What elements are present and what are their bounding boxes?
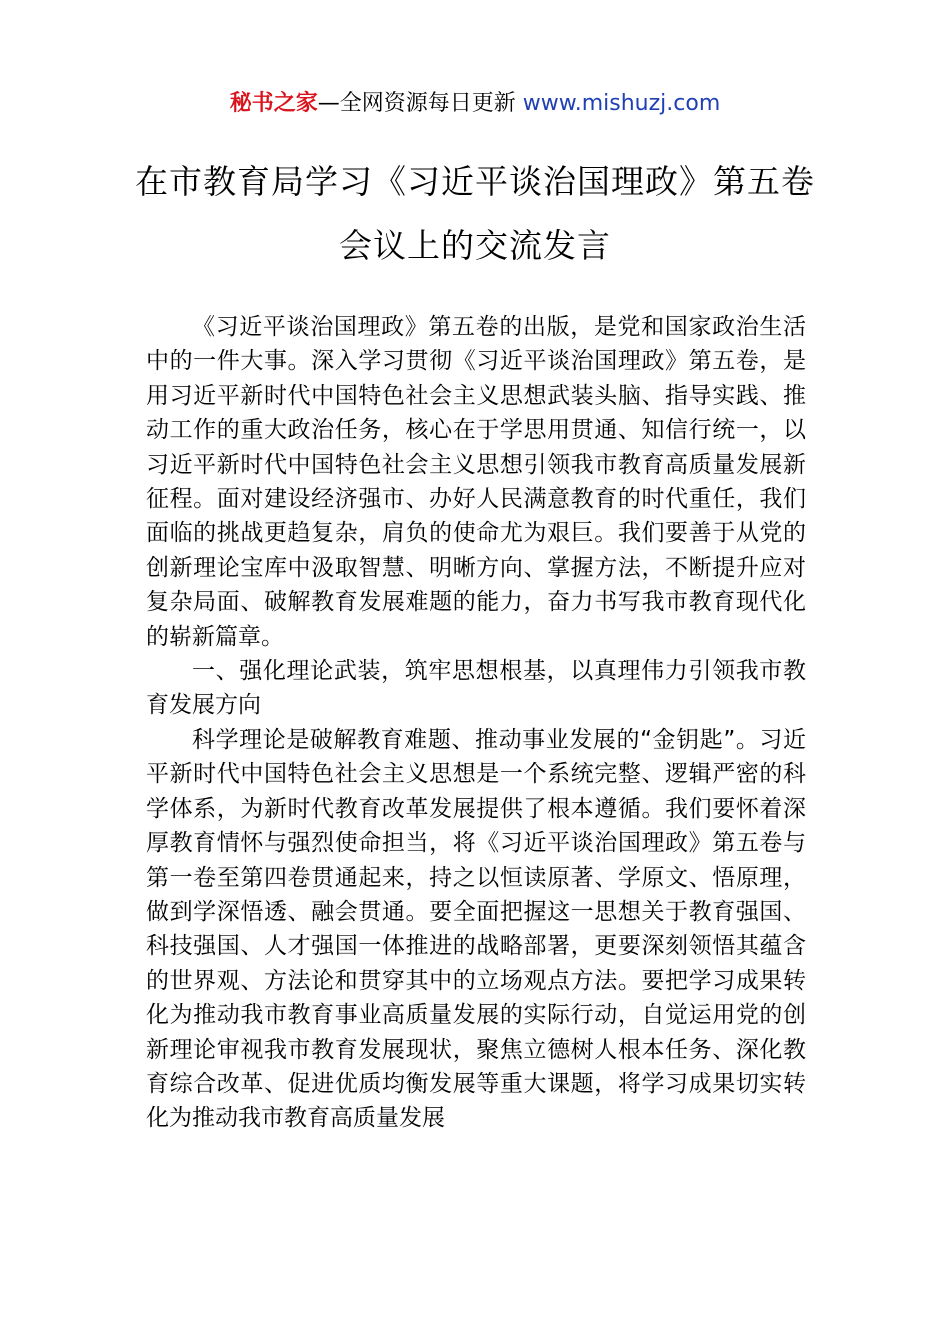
brand-name[interactable]: 秘书之家 bbox=[229, 91, 318, 116]
site-url-link[interactable]: www.mishuzj.com bbox=[522, 91, 721, 116]
section-heading-1: 一、强化理论武装，筑牢思想根基，以真理伟力引领我市教育发展方向 bbox=[146, 658, 806, 719]
site-header bbox=[0, 84, 950, 124]
document-title: 在市教育局学习《习近平谈治国理政》第五卷会议上的交流发言 bbox=[135, 162, 815, 265]
section-1-paragraph: 科学理论是破解教育难题、推动事业发展的“金钥匙”。习近平新时代中国特色社会主义思想是一个系统完整、逻辑严密的科学体系，为新时代教育改革发展提供了根本遵循。我们要怀着深厚教育情怀与强烈使命担当，将《习近平谈治国理政》第五卷与第一卷至第四卷贯通起来，持之以恒读原著、学原文、悟原理，做到学深悟透、融会贯通。要全面把握这一思想关于教育强国、科技强国、人才强国一体推进的战略部署，更要深刻领悟其蕴含的世界观、方法论和贯穿其中的立场观点方法。要把学习成果转化为推动我市教育事业高质量发展的实际行动，自觉运用党的创新理论审视我市教育发展现状，聚焦立德树人根本任务、深化教育综合改革、促进优质均衡发展等重大课题，将学习成果切实转化为推动我市教育高质量发展 bbox=[146, 726, 806, 1132]
document-body bbox=[146, 310, 806, 1136]
header-tagline: —全网资源每日更新 bbox=[317, 91, 516, 116]
intro-paragraph: 《习近平谈治国理政》第五卷的出版，是党和国家政治生活中的一件大事。深入学习贯彻《习近平谈治国理政》第五卷，是用习近平新时代中国特色社会主义思想武装头脑、指导实践、推动工作的重大政治任务，核心在于学思用贯通、知信行统一，以习近平新时代中国特色社会主义思想引领我市教育高质量发展新征程。面对建设经济强市、办好人民满意教育的时代重任，我们面临的挑战更趋复杂，肩负的使命尤为艰巨。我们要善于从党的创新理论宝库中汲取智慧、明晰方向、掌握方法，不断提升应对复杂局面、破解教育发展难题的能力，奋力书写我市教育现代化的崭新篇章。 bbox=[146, 314, 806, 650]
